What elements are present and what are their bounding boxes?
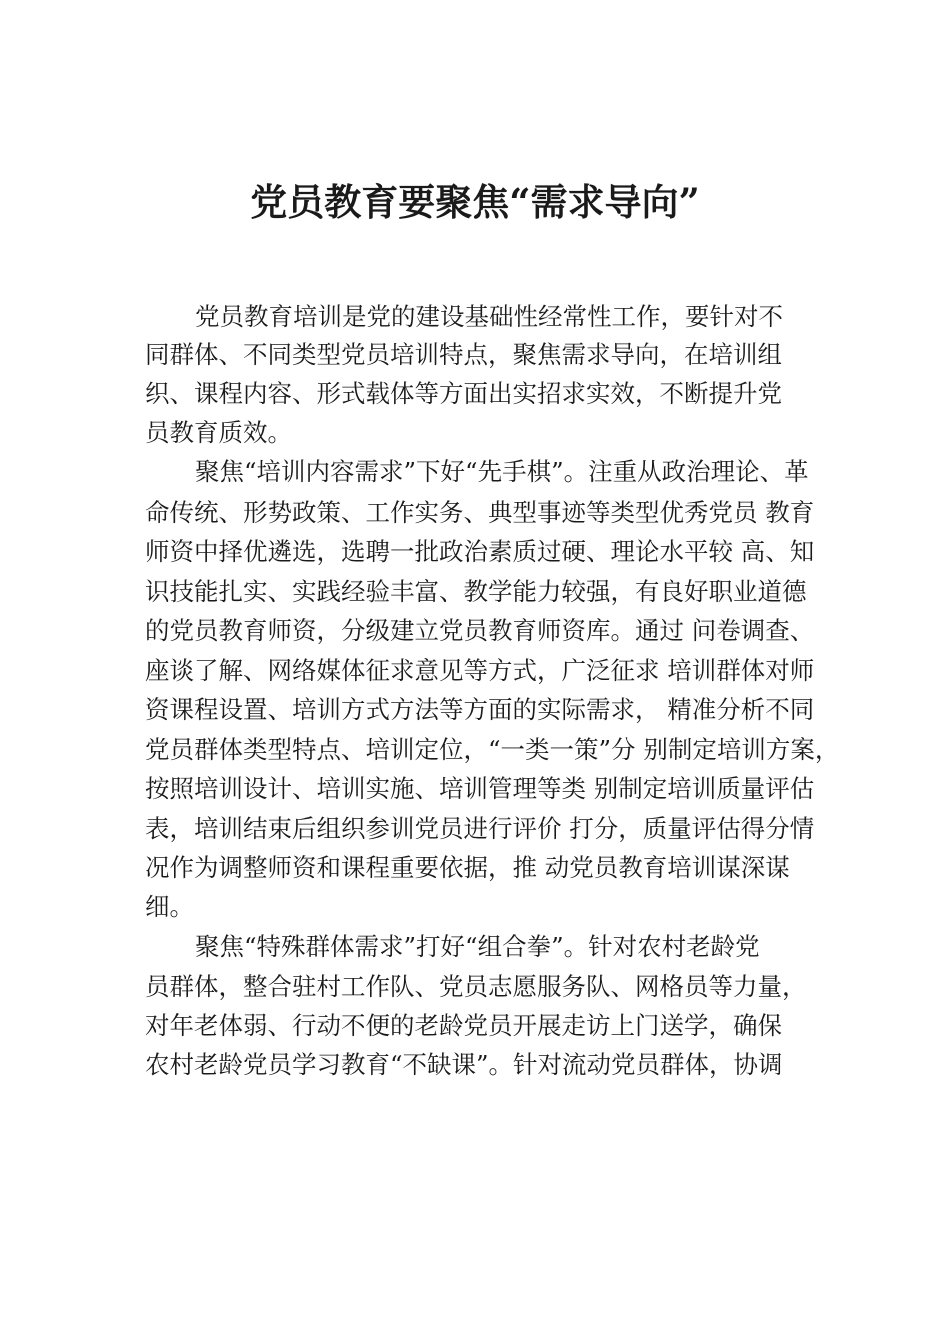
paragraph-3-line-2: 员群体，整合驻村工作队、党员志愿服务队、网格员等力量， [145, 972, 807, 1001]
paragraph-1-line-3: 织、课程内容、形式载体等方面出实招求实效，不断提升党 [145, 379, 782, 408]
paragraph-2-line-5: 的党员教育师资，分级建立党员教育师资库。通过 问卷调查、 [145, 616, 815, 645]
paragraph-3-line-3: 对年老体弱、行动不便的老龄党员开展走访上门送学，确保 [145, 1011, 782, 1040]
document-title: 党员教育要聚焦“需求导向” [250, 180, 700, 224]
paragraph-2-line-10: 表，培训结束后组织参训党员进行评价 打分，质量评估得分情 [145, 814, 815, 843]
paragraph-1-line-1: 党员教育培训是党的建设基础性经常性工作，要针对不 [195, 302, 783, 331]
paragraph-1-line-4: 员教育质效。 [145, 418, 292, 447]
paragraph-2-line-9: 按照培训设计、培训实施、培训管理等类 别制定培训质量评估 [145, 774, 815, 803]
paragraph-2-line-4: 识技能扎实、实践经验丰富、教学能力较强，有良好职业道德 [145, 577, 807, 606]
paragraph-2-line-11: 况作为调整师资和课程重要依据，推 动党员教育培训谋深谋 [145, 853, 790, 882]
paragraph-2-line-8: 党员群体类型特点、培训定位，“一类一策”分 别制定培训方案， [145, 735, 840, 764]
paragraph-3-line-1: 聚焦“特殊群体需求”打好“组合拳”。针对农村老龄党 [195, 932, 760, 961]
paragraph-3-line-4: 农村老龄党员学习教育“不缺课”。针对流动党员群体，协调 [145, 1050, 783, 1079]
paragraph-2-line-6: 座谈了解、网络媒体征求意见等方式，广泛征求 培训群体对师 [145, 656, 815, 685]
paragraph-2-line-2: 命传统、形势政策、工作实务、典型事迹等类型优秀党员 教育 [145, 498, 815, 527]
paragraph-2-line-12: 细。 [145, 892, 194, 921]
paragraph-2-line-1: 聚焦“培训内容需求”下好“先手棋”。注重从政治理论、革 [195, 457, 809, 486]
paragraph-2-line-3: 师资中择优遴选，选聘一批政治素质过硬、理论水平较 高、知 [145, 537, 815, 566]
paragraph-1-line-2: 同群体、不同类型党员培训特点，聚焦需求导向，在培训组 [145, 340, 782, 369]
paragraph-2-line-7: 资课程设置、培训方式方法等方面的实际需求， 精准分析不同 [145, 695, 815, 724]
